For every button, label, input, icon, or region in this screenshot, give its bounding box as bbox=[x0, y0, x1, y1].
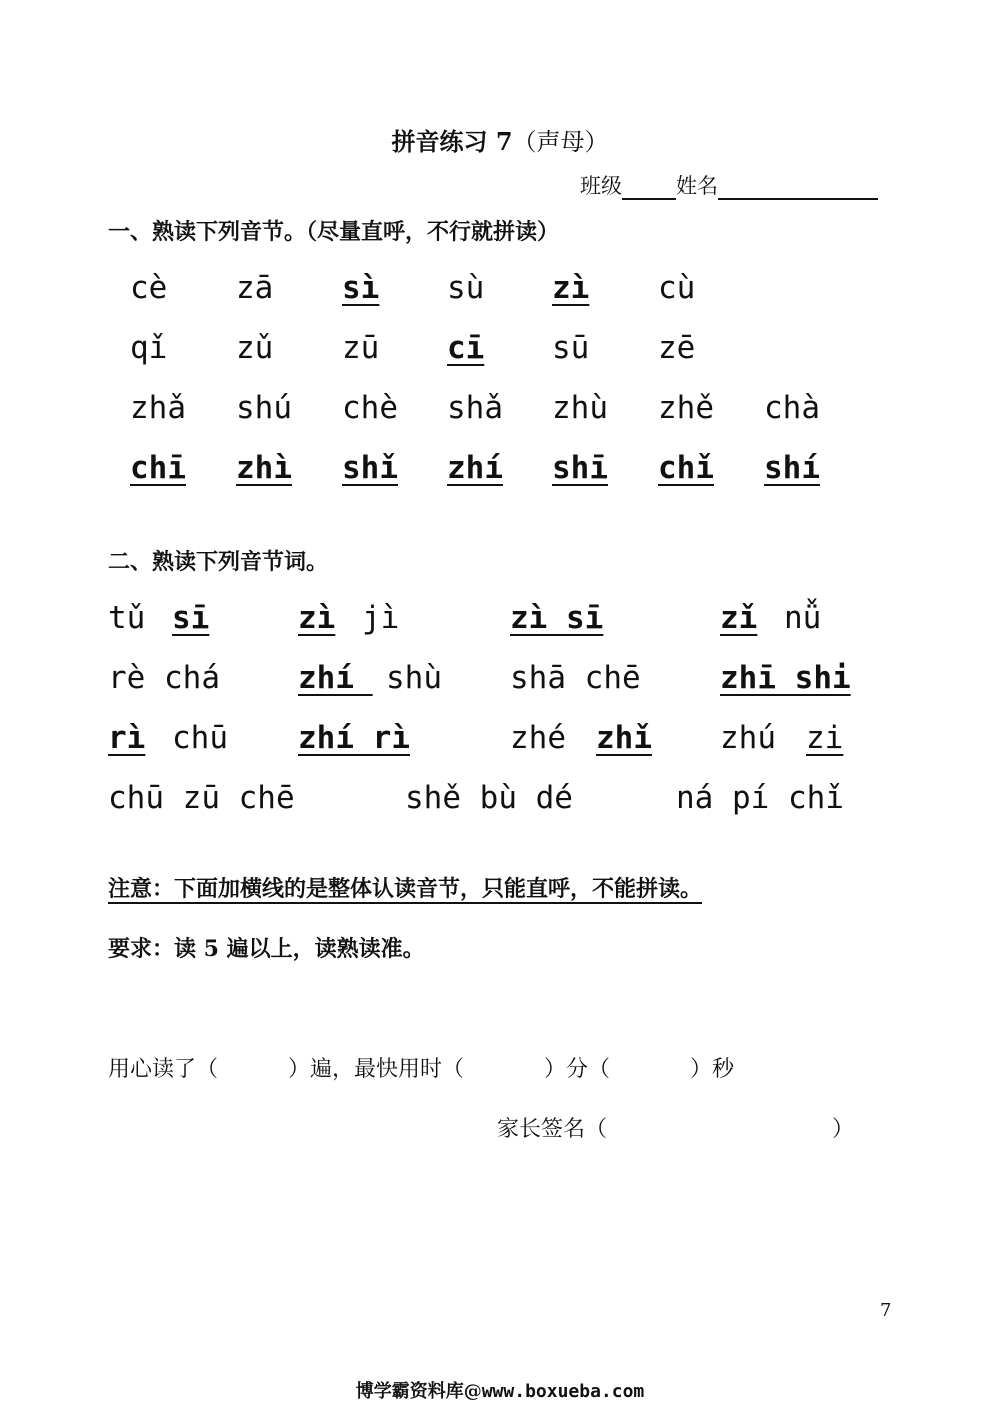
page-title bbox=[0, 122, 1000, 157]
note-text: 注意：下面加横线的是整体认读音节，只能直呼，不能拼读。 bbox=[108, 876, 703, 902]
seconds-label: ）秒 bbox=[690, 1057, 735, 1082]
fastest-time-label: ）遍，最快用时（ bbox=[288, 1057, 465, 1082]
syllable: cè bbox=[130, 270, 168, 306]
syllable-underlined: cī bbox=[447, 330, 485, 366]
name-blank[interactable] bbox=[718, 178, 878, 200]
requirement-text: 要求：读 5 遍以上，读熟读准。 bbox=[108, 936, 425, 962]
minutes-label: ）分（ bbox=[544, 1057, 611, 1082]
word: jì bbox=[362, 600, 400, 636]
syllable: chè bbox=[342, 390, 398, 426]
page-number: 7 bbox=[880, 1300, 892, 1321]
word: rè chá bbox=[108, 660, 220, 696]
title-sub: （声母） bbox=[512, 128, 609, 156]
syllable-underlined: shǐ bbox=[342, 450, 398, 486]
name-label: 姓名 bbox=[676, 174, 718, 198]
word: chū bbox=[172, 720, 228, 756]
parent-sign-close: ） bbox=[832, 1117, 855, 1142]
syllable: zǔ bbox=[236, 330, 274, 366]
word-underlined: zhǐ bbox=[596, 720, 652, 756]
syllable: zā bbox=[236, 270, 274, 306]
class-blank[interactable] bbox=[622, 178, 676, 200]
section2-heading: 二、熟读下列音节词。 bbox=[108, 549, 329, 575]
syllable: zhù bbox=[552, 390, 608, 426]
syllable: zhǎ bbox=[130, 390, 186, 426]
syllable-underlined: zhí bbox=[447, 450, 503, 486]
syllable: sù bbox=[447, 270, 485, 306]
word-underlined: zì bbox=[298, 600, 336, 636]
parent-sign-label: 家长签名（ bbox=[497, 1117, 608, 1142]
word-underlined: zhí bbox=[298, 660, 373, 696]
syllable: zē bbox=[658, 330, 696, 366]
syllable-underlined: zhì bbox=[236, 450, 292, 486]
syllable-underlined: sì bbox=[342, 270, 380, 306]
parent-sign-line bbox=[497, 1112, 854, 1143]
syllable: zhě bbox=[658, 390, 714, 426]
title-main: 拼音练习 7 bbox=[391, 127, 513, 156]
footer bbox=[0, 1377, 1000, 1403]
syllable: sū bbox=[552, 330, 590, 366]
syllable-underlined: shī bbox=[552, 450, 608, 486]
word: zhú bbox=[720, 720, 776, 756]
footer-label: 博学霸资料库@ bbox=[355, 1381, 482, 1402]
word: shā chē bbox=[510, 660, 641, 696]
word-underlined: zi bbox=[806, 720, 844, 756]
reading-record-line bbox=[108, 1052, 734, 1083]
syllable-underlined: shí bbox=[764, 450, 820, 486]
word: nǚ bbox=[784, 600, 822, 636]
word: chū zū chē bbox=[108, 780, 295, 816]
syllable-underlined: chī bbox=[130, 450, 186, 486]
footer-url[interactable]: www.boxueba.com bbox=[481, 1381, 645, 1402]
syllable: qǐ bbox=[130, 330, 168, 366]
class-name-line bbox=[580, 170, 878, 200]
word-underlined: zì sī bbox=[510, 600, 604, 636]
syllable: chà bbox=[764, 390, 820, 426]
word-underlined: zhī shi bbox=[720, 660, 851, 696]
section1-heading: 一、熟读下列音节。（尽量直呼，不行就拼读） bbox=[108, 219, 560, 245]
word-underlined: sī bbox=[172, 600, 210, 636]
word-underlined: zǐ bbox=[720, 600, 758, 636]
word-underlined: rì bbox=[108, 720, 146, 756]
syllable: cù bbox=[658, 270, 696, 306]
syllable: shǎ bbox=[447, 390, 503, 426]
syllable: shú bbox=[236, 390, 292, 426]
syllable-underlined: chǐ bbox=[658, 450, 714, 486]
class-label: 班级 bbox=[580, 174, 622, 198]
word: shù bbox=[386, 660, 442, 696]
word: zhé bbox=[510, 720, 566, 756]
word: shě bù dé bbox=[405, 780, 573, 816]
word: tǔ bbox=[108, 600, 146, 636]
word: ná pí chǐ bbox=[676, 780, 844, 816]
read-times-label: 用心读了（ bbox=[108, 1057, 219, 1082]
syllable: zū bbox=[342, 330, 380, 366]
word-underlined: zhí rì bbox=[298, 720, 410, 756]
syllable-underlined: zì bbox=[552, 270, 590, 306]
